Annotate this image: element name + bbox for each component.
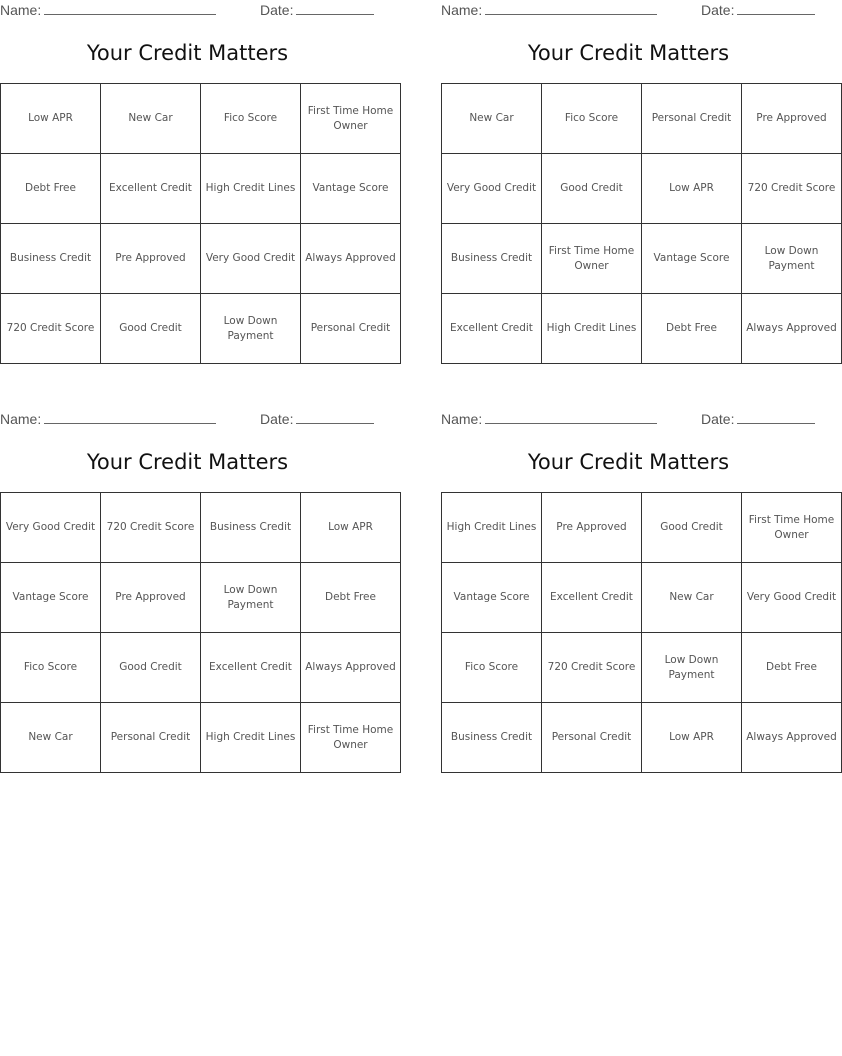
grid-cell: First Time Home Owner	[742, 493, 842, 563]
name-field	[0, 411, 216, 427]
grid-cell: 720 Credit Score	[542, 633, 642, 703]
grid-cell: New Car	[442, 84, 542, 154]
name-field	[441, 2, 657, 18]
grid-cell: Pre Approved	[742, 84, 842, 154]
grid-cell: Low APR	[642, 154, 742, 224]
grid-cell: Very Good Credit	[201, 224, 301, 294]
date-label: Date:	[260, 411, 294, 427]
grid-cell: New Car	[1, 703, 101, 773]
grid-cell: Fico Score	[1, 633, 101, 703]
grid-cell: Low Down Payment	[201, 294, 301, 364]
grid-cell: Pre Approved	[101, 224, 201, 294]
bingo-grid	[0, 492, 401, 773]
grid-row	[442, 633, 842, 703]
grid-row	[442, 703, 842, 773]
grid-cell: Personal Credit	[101, 703, 201, 773]
grid-cell: High Credit Lines	[201, 703, 301, 773]
card-title: Your Credit Matters	[527, 450, 730, 474]
name-blank-line	[44, 411, 216, 424]
grid-cell: Low Down Payment	[642, 633, 742, 703]
date-blank-line	[737, 2, 815, 15]
grid-cell: Good Credit	[542, 154, 642, 224]
grid-cell: Very Good Credit	[1, 493, 101, 563]
grid-cell: Excellent Credit	[201, 633, 301, 703]
date-blank-line	[737, 411, 815, 424]
grid-cell: Low Down Payment	[201, 563, 301, 633]
grid-row	[1, 294, 401, 364]
grid-cell: 720 Credit Score	[742, 154, 842, 224]
grid-cell: Good Credit	[101, 294, 201, 364]
grid-cell: Vantage Score	[301, 154, 401, 224]
grid-cell: Always Approved	[301, 633, 401, 703]
grid-cell: New Car	[642, 563, 742, 633]
grid-cell: Low Down Payment	[742, 224, 842, 294]
name-label: Name:	[0, 2, 42, 18]
grid-cell: 720 Credit Score	[101, 493, 201, 563]
grid-cell: Good Credit	[642, 493, 742, 563]
grid-cell: Low APR	[642, 703, 742, 773]
grid-row	[1, 563, 401, 633]
grid-cell: Always Approved	[742, 703, 842, 773]
grid-row	[1, 633, 401, 703]
grid-cell: Business Credit	[1, 224, 101, 294]
grid-cell: Always Approved	[742, 294, 842, 364]
grid-cell: First Time Home Owner	[301, 703, 401, 773]
name-label: Name:	[441, 2, 483, 18]
name-blank-line	[485, 411, 657, 424]
grid-cell: Vantage Score	[1, 563, 101, 633]
grid-cell: Business Credit	[442, 703, 542, 773]
card-title: Your Credit Matters	[86, 41, 289, 65]
grid-cell: High Credit Lines	[442, 493, 542, 563]
grid-row	[442, 563, 842, 633]
grid-cell: Excellent Credit	[542, 563, 642, 633]
grid-cell: Excellent Credit	[442, 294, 542, 364]
bingo-card-4	[441, 409, 837, 773]
grid-row	[442, 154, 842, 224]
grid-cell: Vantage Score	[642, 224, 742, 294]
grid-cell: Debt Free	[1, 154, 101, 224]
name-blank-line	[44, 2, 216, 15]
grid-row	[442, 224, 842, 294]
date-label: Date:	[260, 2, 294, 18]
bingo-card-1	[0, 0, 396, 364]
date-field	[701, 411, 815, 427]
bingo-grid	[441, 83, 842, 364]
card-title: Your Credit Matters	[527, 41, 730, 65]
date-label: Date:	[701, 411, 735, 427]
grid-cell: First Time Home Owner	[301, 84, 401, 154]
grid-cell: Debt Free	[742, 633, 842, 703]
bingo-card-3	[0, 409, 396, 773]
card-title: Your Credit Matters	[86, 450, 289, 474]
grid-row	[442, 294, 842, 364]
name-label: Name:	[0, 411, 42, 427]
date-blank-line	[296, 2, 374, 15]
grid-row	[1, 154, 401, 224]
grid-cell: New Car	[101, 84, 201, 154]
date-label: Date:	[701, 2, 735, 18]
grid-cell: Fico Score	[201, 84, 301, 154]
grid-cell: Personal Credit	[301, 294, 401, 364]
grid-cell: Very Good Credit	[442, 154, 542, 224]
date-field	[260, 2, 374, 18]
grid-cell: Personal Credit	[542, 703, 642, 773]
grid-cell: Low APR	[301, 493, 401, 563]
grid-cell: Personal Credit	[642, 84, 742, 154]
name-field	[0, 2, 216, 18]
date-blank-line	[296, 411, 374, 424]
grid-row	[1, 224, 401, 294]
grid-cell: Vantage Score	[442, 563, 542, 633]
grid-cell: Pre Approved	[542, 493, 642, 563]
grid-row	[442, 84, 842, 154]
grid-row	[1, 703, 401, 773]
grid-cell: Excellent Credit	[101, 154, 201, 224]
bingo-card-2	[441, 0, 837, 364]
grid-cell: Fico Score	[542, 84, 642, 154]
grid-cell: Debt Free	[642, 294, 742, 364]
grid-row	[1, 84, 401, 154]
grid-cell: Low APR	[1, 84, 101, 154]
bingo-grid	[441, 492, 842, 773]
grid-cell: High Credit Lines	[542, 294, 642, 364]
grid-cell: Business Credit	[201, 493, 301, 563]
name-blank-line	[485, 2, 657, 15]
date-field	[260, 411, 374, 427]
grid-cell: 720 Credit Score	[1, 294, 101, 364]
grid-cell: Debt Free	[301, 563, 401, 633]
name-field	[441, 411, 657, 427]
date-field	[701, 2, 815, 18]
grid-cell: Good Credit	[101, 633, 201, 703]
grid-cell: Business Credit	[442, 224, 542, 294]
grid-cell: Pre Approved	[101, 563, 201, 633]
bingo-grid	[0, 83, 401, 364]
grid-cell: Very Good Credit	[742, 563, 842, 633]
grid-row	[442, 493, 842, 563]
grid-cell: First Time Home Owner	[542, 224, 642, 294]
grid-cell: Always Approved	[301, 224, 401, 294]
name-label: Name:	[441, 411, 483, 427]
grid-row	[1, 493, 401, 563]
grid-cell: Fico Score	[442, 633, 542, 703]
grid-cell: High Credit Lines	[201, 154, 301, 224]
